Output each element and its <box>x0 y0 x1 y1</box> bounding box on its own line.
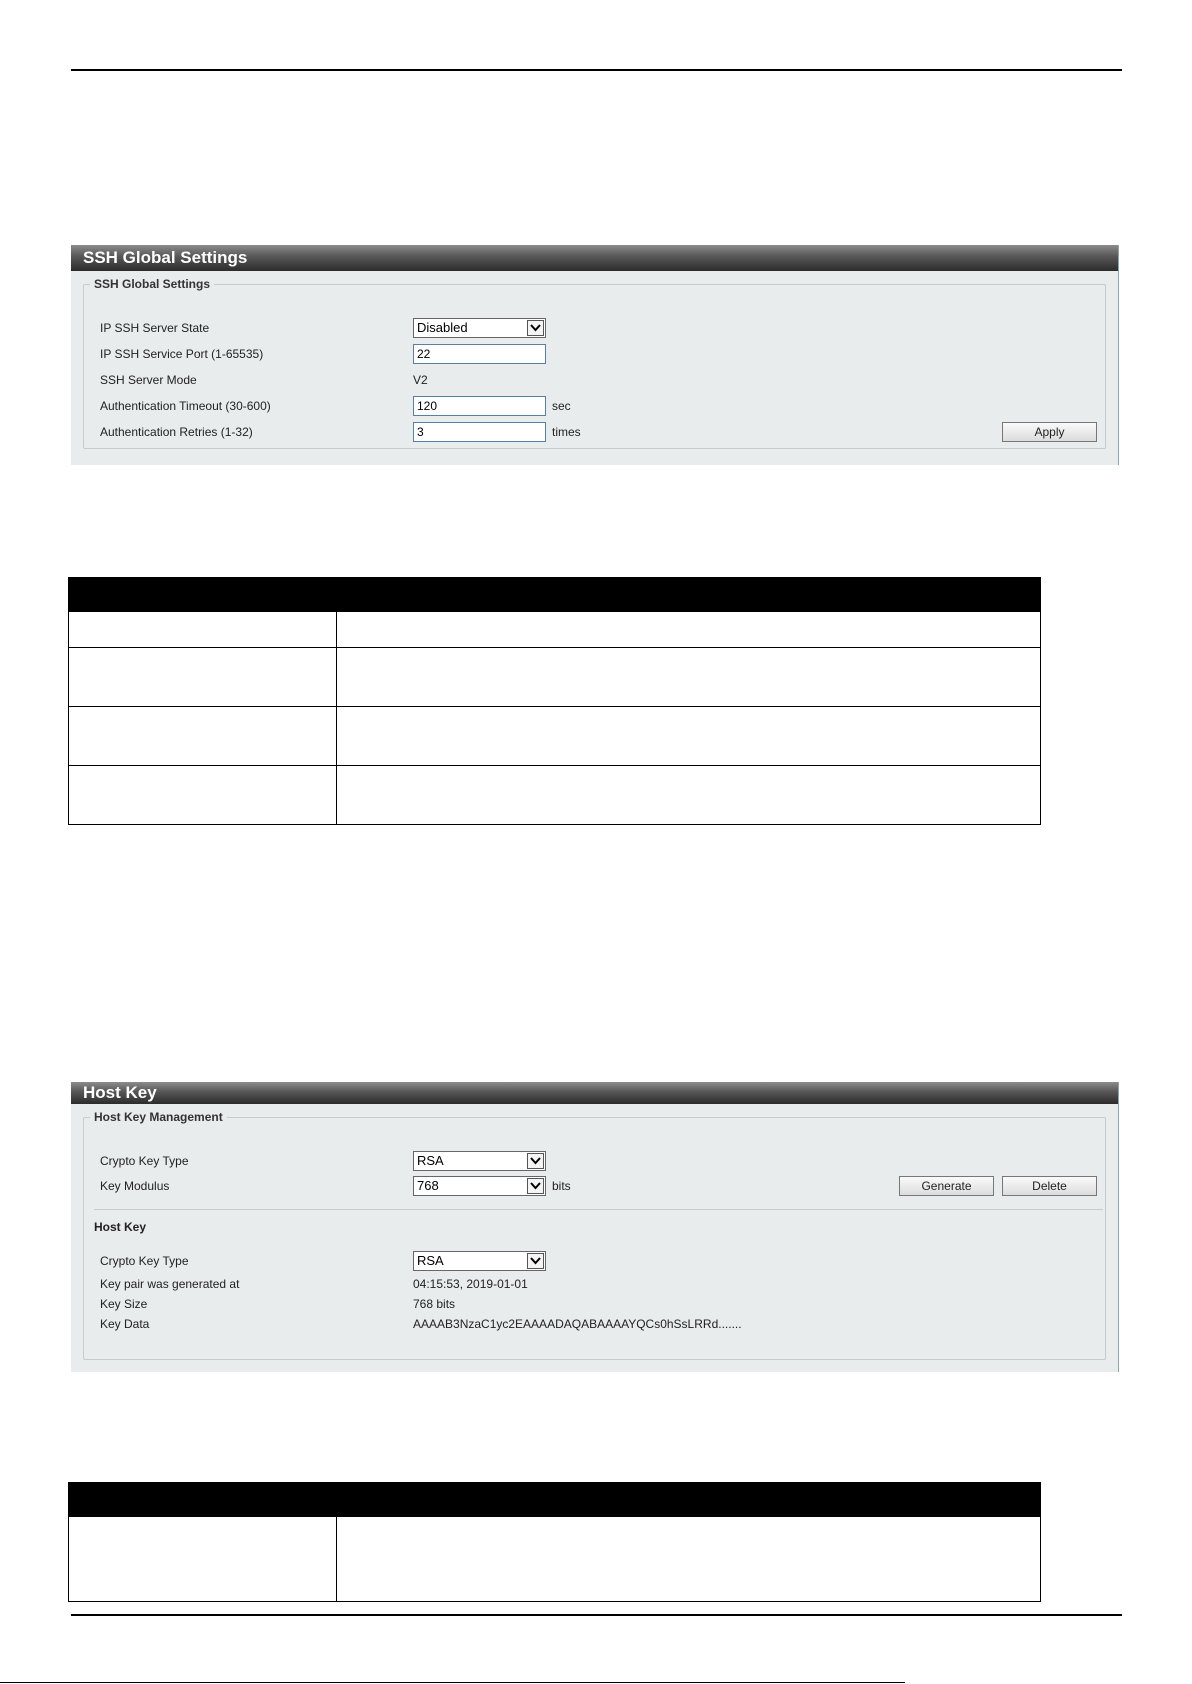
server-state-select[interactable] <box>413 318 546 338</box>
key-modulus-value: 768 <box>417 1178 439 1193</box>
key-size-value: 768 bits <box>413 1297 456 1311</box>
service-port-label: IP SSH Service Port (1-65535) <box>100 347 264 361</box>
table-cell <box>69 648 337 706</box>
crypto-type-value: RSA <box>417 1153 444 1168</box>
server-mode-row <box>100 370 1100 390</box>
chevron-down-icon <box>527 320 544 336</box>
auth-timeout-unit: sec <box>552 399 571 413</box>
host-key-management-fieldset <box>83 1110 1106 1360</box>
view-crypto-type-row <box>100 1251 1100 1271</box>
ssh-global-fieldset <box>83 277 1106 449</box>
panel-title: Host Key <box>71 1082 1118 1104</box>
footer-rule <box>0 1682 905 1683</box>
server-state-row <box>100 318 1100 338</box>
generated-at-value: 04:15:53, 2019-01-01 <box>413 1277 528 1291</box>
ssh-global-settings-panel <box>71 245 1119 465</box>
auth-retries-input[interactable]: 3 <box>413 422 546 442</box>
key-size-label: Key Size <box>100 1297 148 1311</box>
table-cell <box>69 707 337 765</box>
auth-timeout-label: Authentication Timeout (30-600) <box>100 399 271 413</box>
generated-at-label: Key pair was generated at <box>100 1277 240 1291</box>
table-row <box>69 765 1040 824</box>
table-row <box>69 647 1040 706</box>
table-cell <box>69 766 337 824</box>
server-mode-value: V2 <box>413 373 428 387</box>
key-size-row <box>100 1294 1100 1314</box>
server-mode-label: SSH Server Mode <box>100 373 197 387</box>
key-data-value: AAAAB3NzaC1yc2EAAAADAQABAAAAYQCs0hSsLRRd....... <box>413 1317 742 1331</box>
fieldset-legend: Host Key Management <box>94 1110 223 1124</box>
table-row <box>69 1516 1040 1602</box>
key-data-label: Key Data <box>100 1317 150 1331</box>
key-modulus-label: Key Modulus <box>100 1179 170 1193</box>
chevron-down-icon <box>527 1153 544 1169</box>
host-key-heading: Host Key <box>94 1220 147 1234</box>
auth-retries-label: Authentication Retries (1-32) <box>100 425 253 439</box>
generated-at-row <box>100 1274 1100 1294</box>
host-key-panel <box>71 1082 1119 1372</box>
crypto-type-select[interactable] <box>413 1151 546 1171</box>
view-crypto-type-value: RSA <box>417 1253 444 1268</box>
table-header <box>69 1483 1040 1516</box>
page-top-rule <box>71 69 1122 71</box>
server-state-value: Disabled <box>417 320 468 335</box>
key-modulus-select[interactable] <box>413 1176 546 1196</box>
key-data-row <box>100 1314 1100 1334</box>
auth-timeout-input[interactable]: 120 <box>413 396 546 416</box>
table-row <box>69 706 1040 765</box>
generate-button[interactable]: Generate <box>899 1176 994 1196</box>
table-cell <box>69 612 337 647</box>
service-port-row <box>100 344 1100 364</box>
auth-retries-row <box>100 422 1100 442</box>
table-header <box>69 578 1040 611</box>
panel-title: SSH Global Settings <box>71 245 1118 271</box>
crypto-type-label: Crypto Key Type <box>100 1154 189 1168</box>
view-crypto-type-label: Crypto Key Type <box>100 1254 189 1268</box>
auth-retries-unit: times <box>552 425 581 439</box>
section-divider <box>94 1209 1103 1210</box>
parameter-description-table-2 <box>68 1482 1041 1602</box>
page-bottom-rule <box>71 1614 1122 1616</box>
apply-button[interactable]: Apply <box>1002 422 1097 442</box>
chevron-down-icon <box>527 1178 544 1194</box>
parameter-description-table-1 <box>68 577 1041 825</box>
fieldset-legend: SSH Global Settings <box>94 277 211 291</box>
table-cell <box>69 1517 337 1602</box>
service-port-input[interactable]: 22 <box>413 344 546 364</box>
table-row <box>69 611 1040 647</box>
key-modulus-unit: bits <box>552 1179 571 1193</box>
delete-button[interactable]: Delete <box>1002 1176 1097 1196</box>
auth-timeout-row <box>100 396 1100 416</box>
chevron-down-icon <box>527 1253 544 1269</box>
server-state-label: IP SSH Server State <box>100 321 210 335</box>
crypto-type-row <box>100 1151 1100 1171</box>
view-crypto-type-select[interactable] <box>413 1251 546 1271</box>
